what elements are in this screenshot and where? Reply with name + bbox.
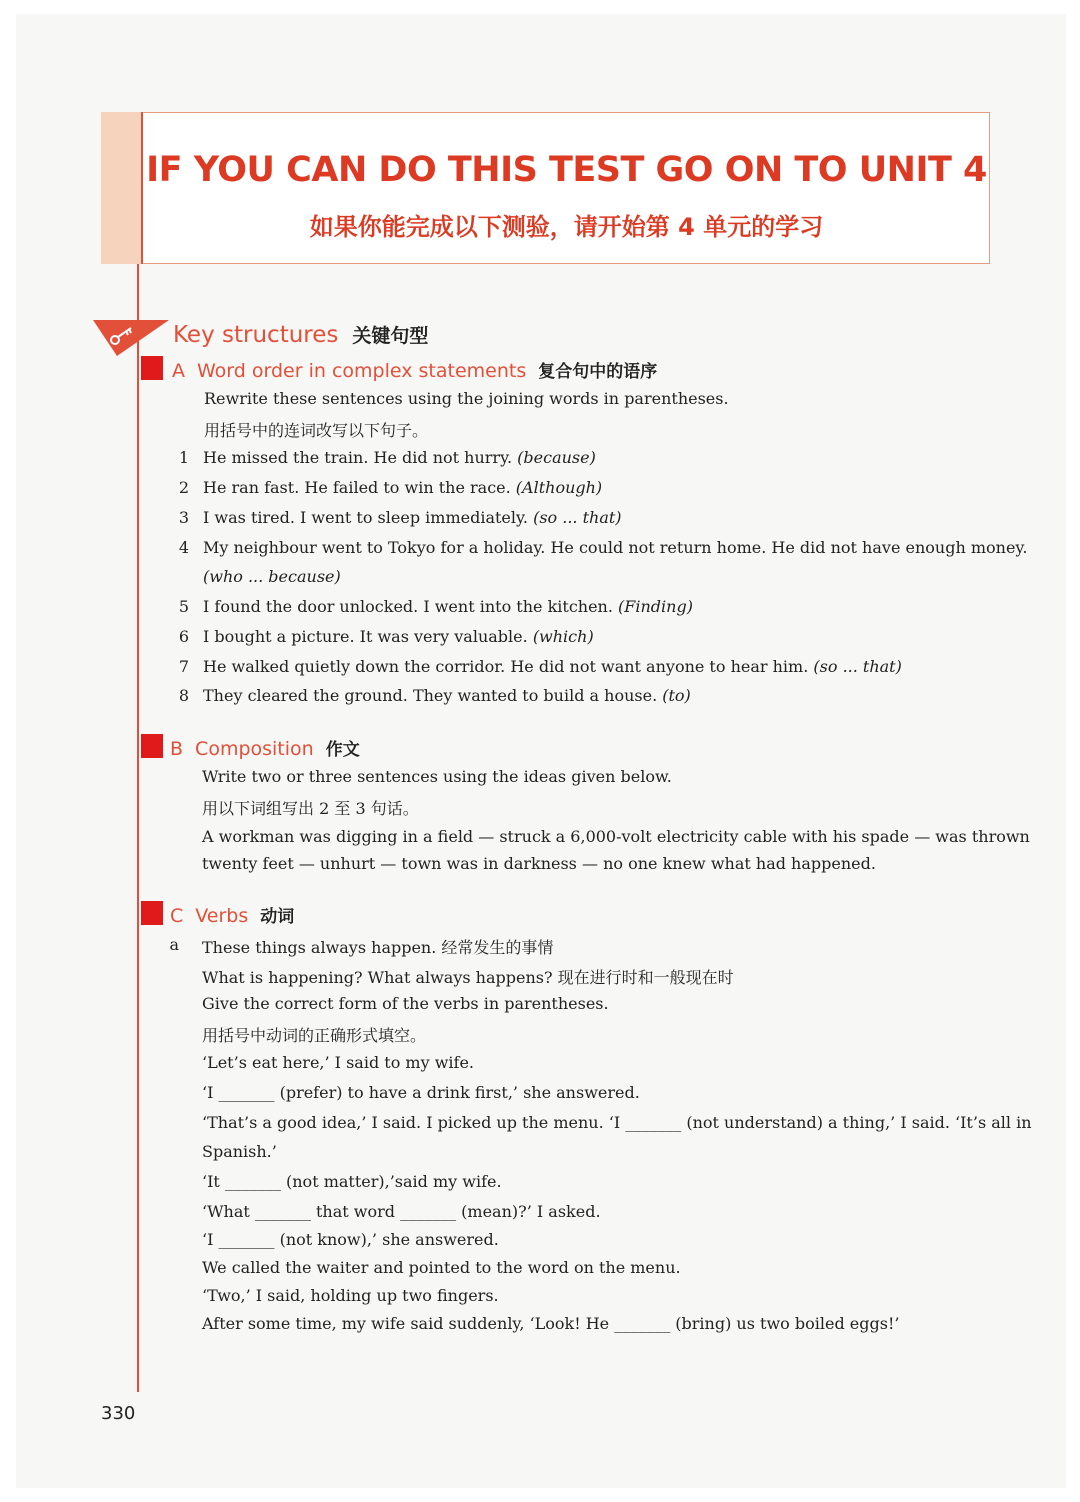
section-b-heading	[170, 735, 360, 760]
text-line: ‘I _______ (not know),’ she answered.	[202, 1230, 499, 1249]
item-text: They cleared the ground. They wanted to build a house.	[203, 686, 663, 705]
item-text: I was tired. I went to sleep immediately.	[203, 508, 534, 527]
text-line: ‘Let’s eat here,’ I said to my wife.	[202, 1053, 474, 1072]
item-number: 1	[178, 448, 189, 467]
section-a-instruction-cn: 用括号中的连词改写以下句子。	[204, 421, 429, 440]
item-text: He missed the train. He did not hurry.	[203, 448, 518, 467]
text-line: ‘I _______ (prefer) to have a drink first,’ she answered.	[202, 1083, 640, 1102]
item-text: I found the door unlocked. I went into the kitchen.	[203, 597, 619, 616]
item-hint: (Finding)	[618, 597, 693, 616]
part-label: a	[169, 935, 179, 954]
text-line: We called the waiter and pointed to the word on the menu.	[202, 1258, 681, 1277]
item-text: My neighbour went to Tokyo for a holiday. He could not return home. He did not have enough money.	[203, 538, 1028, 557]
text-line: ‘Two,’ I said, holding up two fingers.	[202, 1286, 499, 1305]
item-hint: (so ... that)	[813, 657, 902, 676]
banner-title: IF YOU CAN DO THIS TEST GO ON TO UNIT 4	[146, 150, 987, 190]
section-a-letter: A	[172, 360, 185, 382]
exercise-item	[203, 597, 693, 616]
section-c-letter: C	[170, 905, 184, 927]
section-b-marker	[141, 734, 163, 758]
section-a-marker	[141, 356, 163, 380]
item-text: He ran fast. He failed to win the race.	[203, 478, 516, 497]
section-b-letter: B	[170, 738, 184, 760]
text-line: 用括号中动词的正确形式填空。	[202, 1026, 427, 1045]
item-number: 4	[178, 538, 189, 557]
item-hint: (who ... because)	[203, 567, 341, 586]
page-number: 330	[101, 1403, 136, 1424]
section-a-instruction: Rewrite these sentences using the joining words in parentheses.	[204, 389, 729, 408]
item-hint: (Although)	[515, 478, 603, 497]
item-number: 2	[178, 478, 189, 497]
text-line: After some time, my wife said suddenly, ‘Look! He _______ (bring) us two boiled eggs!’	[202, 1314, 900, 1333]
item-number: 8	[178, 686, 189, 705]
text-line: ‘It _______ (not matter),’said my wife.	[202, 1172, 502, 1191]
section-b-title-cn: 作文	[325, 740, 360, 760]
key-structures-title: Key structures	[173, 322, 339, 348]
section-c-title-cn: 动词	[260, 907, 295, 927]
section-b-instruction-cn: 用以下词组写出 2 至 3 句话。	[202, 799, 419, 818]
item-hint: (which)	[532, 627, 594, 646]
text-line: ‘What _______ that word _______ (mean)?’ I asked.	[202, 1202, 601, 1221]
text-line: Give the correct form of the verbs in parentheses.	[202, 994, 609, 1013]
text-line: These things always happen. 经常发生的事情	[202, 938, 554, 957]
item-text: I bought a picture. It was very valuable.	[203, 627, 533, 646]
section-c-title: Verbs	[195, 905, 249, 927]
section-c-heading	[170, 902, 294, 927]
item-number: 5	[178, 597, 189, 616]
section-b-title: Composition	[195, 738, 314, 760]
section-a-title-cn: 复合句中的语序	[538, 362, 658, 382]
item-number: 3	[178, 508, 189, 527]
key-flag	[93, 318, 171, 358]
section-a-title: Word order in complex statements	[197, 360, 527, 382]
section-b-ideas-line: twenty feet — unhurt — town was in darkness — no one knew what had happened.	[202, 854, 876, 873]
banner-subtitle: 如果你能完成以下测验，请开始第 4 单元的学习	[309, 213, 824, 241]
key-structures-heading	[173, 321, 428, 348]
exercise-item	[203, 508, 622, 527]
item-text: He walked quietly down the corridor. He did not want anyone to hear him.	[203, 657, 814, 676]
section-b-ideas-line: A workman was digging in a field — struck a 6,000-volt electricity cable with his spade — was thrown	[202, 827, 1030, 846]
exercise-item	[203, 686, 691, 705]
text-line: What is happening? What always happens? 现在进行时和一般现在时	[202, 968, 734, 987]
exercise-item	[203, 657, 902, 676]
exercise-item	[203, 627, 594, 646]
section-a-heading	[172, 357, 657, 382]
item-number: 7	[178, 657, 189, 676]
text-line: ‘That’s a good idea,’ I said. I picked up the menu. ‘I _______ (not understand) a thing,’ I said. ‘It’s all in	[202, 1113, 1032, 1132]
item-hint: (so ... that)	[533, 508, 622, 527]
exercise-item	[203, 448, 596, 467]
key-structures-title-cn: 关键句型	[352, 325, 429, 347]
item-number: 6	[178, 627, 189, 646]
exercise-item	[203, 478, 602, 497]
banner-side-strip	[101, 112, 143, 264]
section-c-marker	[141, 901, 163, 925]
text-line: Spanish.’	[202, 1142, 277, 1161]
margin-rule	[137, 112, 139, 1392]
section-b-instruction: Write two or three sentences using the ideas given below.	[202, 767, 672, 786]
item-hint: (because)	[517, 448, 596, 467]
item-hint: (to)	[662, 686, 691, 705]
